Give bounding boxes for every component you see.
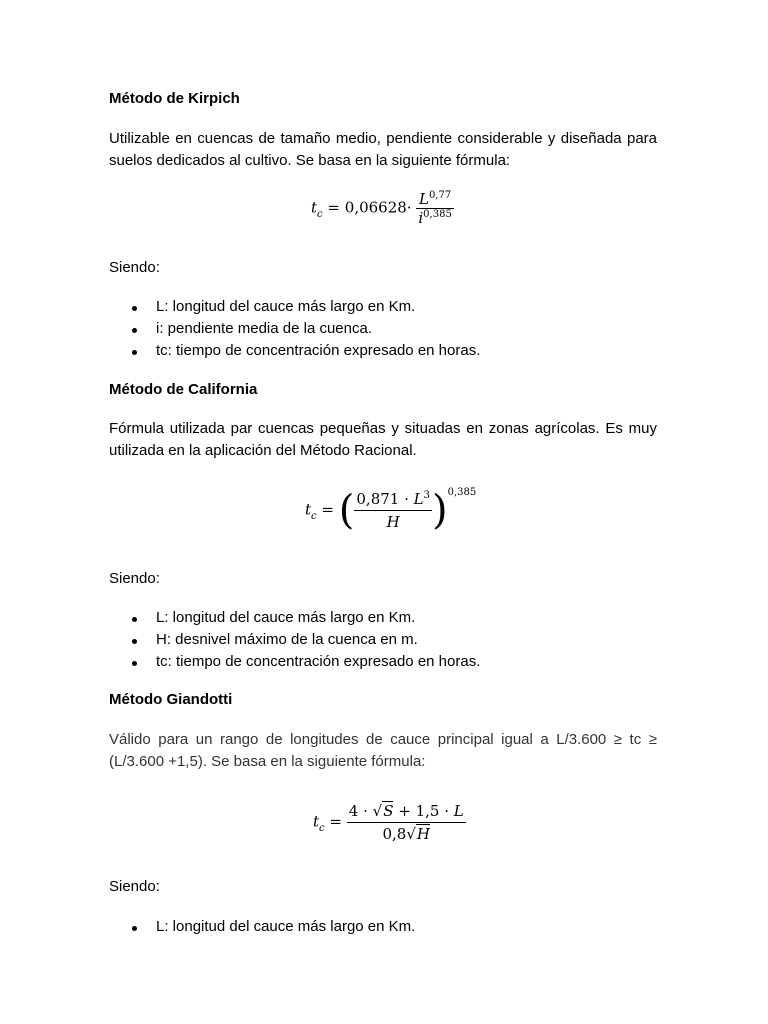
formula-lhs: t <box>313 812 320 831</box>
formula-giandotti <box>313 802 466 843</box>
label-siendo-2: Siendo: <box>109 570 160 587</box>
formula-den-exp: 0,385 <box>423 209 452 220</box>
heading-giandotti: Método Giandotti <box>109 691 233 708</box>
formula-eq: = <box>327 198 340 217</box>
list-item: tc: tiempo de concentración expresado en horas. <box>109 651 480 673</box>
formula-num-a: 4 · <box>348 802 373 820</box>
list-item: H: desnivel máximo de la cuenca en m. <box>109 629 480 651</box>
list-item: L: longitud del cauce más largo en Km. <box>109 296 480 318</box>
formula-fraction <box>416 190 453 227</box>
formula-exp: 0,385 <box>447 486 477 498</box>
formula-fraction <box>354 490 432 531</box>
paragraph-kirpich: Utilizable en cuencas de tamaño medio, pendiente considerable y diseñada para suelos dedicados al cultivo. Se basa en la siguiente fórmula: <box>109 130 657 169</box>
list-item: i: pendiente media de la cuenca. <box>109 318 480 340</box>
heading-california: Método de California <box>109 381 258 398</box>
formula-num-coef: 0,871 · <box>356 490 414 508</box>
formula-coef: 0,06628· <box>344 198 412 217</box>
formula-left-paren: ( <box>338 487 355 534</box>
formula-den: i <box>418 209 424 227</box>
formula-num: L <box>413 490 424 508</box>
list-california <box>109 607 480 673</box>
formula-den-sqrt: H <box>416 825 430 843</box>
formula-kirpich <box>311 190 454 227</box>
formula-right-paren: ) <box>431 487 448 534</box>
formula-eq: = <box>329 812 342 831</box>
formula-lhs: t <box>311 198 318 217</box>
list-item: L: longitud del cauce más largo en Km. <box>109 916 415 938</box>
formula-num: L <box>418 190 429 208</box>
list-item: L: longitud del cauce más largo en Km. <box>109 607 480 629</box>
list-kirpich <box>109 296 480 362</box>
list-item: tc: tiempo de concentración expresado en horas. <box>109 340 480 362</box>
formula-california <box>305 486 477 534</box>
formula-num-c: L <box>453 802 464 820</box>
formula-num-exp: 0,77 <box>428 190 452 201</box>
formula-den-a: 0,8 <box>382 825 407 843</box>
formula-lhs-sub: c <box>319 822 325 834</box>
list-giandotti <box>109 916 415 938</box>
heading-kirpich: Método de Kirpich <box>109 90 240 107</box>
formula-lhs: t <box>305 500 312 519</box>
formula-fraction: $\frac{4 \cdot √S + 1,5 \cdot L}{0,8√H}$ <box>348 802 464 843</box>
formula-lhs-sub: c <box>317 208 323 220</box>
formula-den: H <box>386 513 400 531</box>
formula-lhs-sub: c <box>311 510 317 522</box>
label-siendo-1: Siendo: <box>109 259 160 276</box>
formula-num-sqrt: S <box>383 802 394 820</box>
paragraph-california: Fórmula utilizada par cuencas pequeñas y situadas en zonas agrícolas. Es muy utilizada en la aplicación del Método Racional. <box>109 420 657 459</box>
formula-num-exp: 3 <box>423 490 430 501</box>
formula-eq: = <box>321 500 334 519</box>
label-siendo-3: Siendo: <box>109 878 160 895</box>
formula-num-b: + 1,5 · <box>393 802 454 820</box>
paragraph-giandotti: Válido para un rango de longitudes de cauce principal igual a L/3.600 ≥ tc ≥ (L/3.600 +1,5). Se basa en la siguiente fórmula: <box>109 731 657 770</box>
